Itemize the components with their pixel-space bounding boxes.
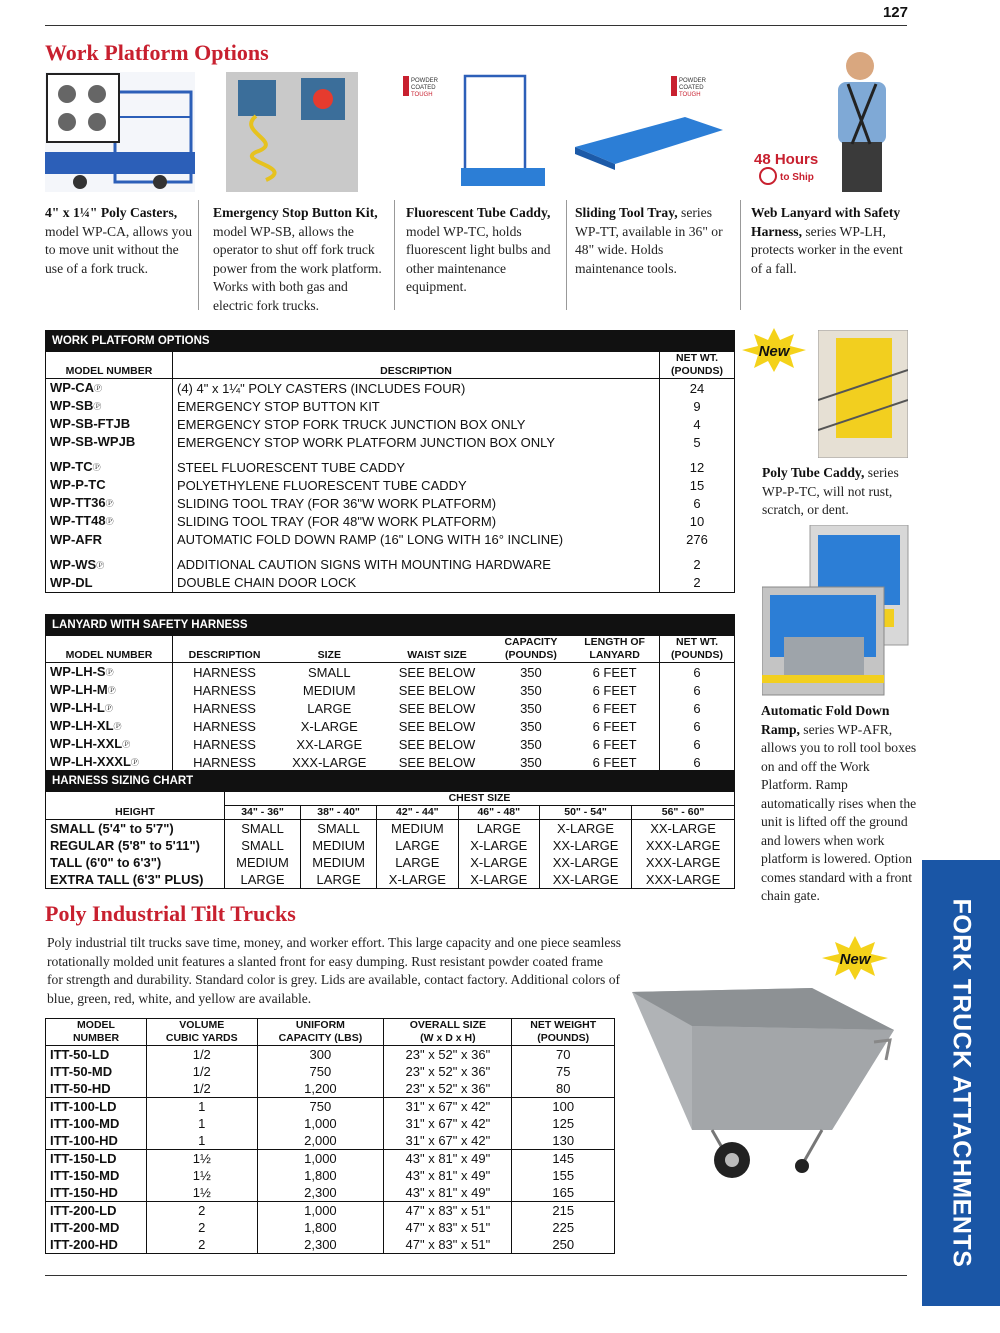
table-row (46, 681, 735, 699)
table-row (46, 1202, 615, 1220)
table-cell: DOUBLE CHAIN DOOR LOCK (173, 574, 660, 593)
table-row (46, 1219, 615, 1236)
table-cell: MEDIUM (302, 682, 356, 698)
model-number-cell: WP-TCⓅ (50, 459, 101, 475)
table-cell: MEDIUM (377, 820, 458, 838)
caption-tool-tray: Sliding Tool Tray, series WP-TT, available in 36" or 48" wide. Holds maintenance tools. (575, 205, 723, 276)
table-cell: 24 (660, 379, 735, 398)
powder-coated-text-3: TOUGH (411, 92, 433, 98)
table-cell: 350 (520, 718, 542, 734)
harness-photo (752, 44, 910, 194)
table-cell: SMALL (225, 837, 301, 854)
table-row (46, 494, 735, 512)
table-cell: 350 (520, 664, 542, 680)
powder-coated-text-2: COATED (411, 85, 436, 91)
table-cell: 6 (660, 735, 735, 753)
new-starburst-2 (822, 936, 888, 980)
col-header: 46" - 48" (458, 806, 539, 820)
table-cell: XXX-LARGE (632, 871, 735, 889)
table-cell: 15 (660, 476, 735, 494)
table-row (46, 663, 735, 682)
table-title: LANYARD WITH SAFETY HARNESS (46, 615, 735, 637)
table-cell: 31" x 67" x 42" (384, 1115, 512, 1132)
table-cell: SEE BELOW (398, 718, 476, 734)
table-cell: 6 FEET (592, 736, 637, 752)
table-cell: 1,200 (257, 1080, 384, 1098)
table-row (46, 735, 735, 753)
table-row (46, 871, 735, 889)
table-row (46, 433, 735, 451)
table-cell: X-LARGE (458, 854, 539, 871)
tilt-trucks-description: Poly industrial tilt trucks save time, money, and worker effort. This large capacity and one piece seamless rotationally molded unit features a slanted front for easy dumping. Rust resistant powder coated frame for strength and durability. Standard color is grey. Lids are available, contact factory. Additional colors of blue, green, red, white, and yellow are available. (47, 935, 622, 1006)
table-cell: ITT-50-MD (50, 1064, 113, 1079)
col-header: NET WT. (POUNDS) (660, 352, 735, 379)
table-cell: EMERGENCY STOP FORK TRUCK JUNCTION BOX ONLY (173, 415, 660, 433)
table-cell: XX-LARGE (296, 736, 363, 752)
table-cell: 2 (147, 1236, 258, 1254)
table-cell: 6 (660, 681, 735, 699)
table-row (46, 1063, 615, 1080)
tube-caddy-photo (403, 72, 553, 192)
table-cell: 75 (512, 1063, 615, 1080)
table-cell: 43" x 81" x 49" (384, 1150, 512, 1168)
table-cell: SMALL (307, 664, 351, 680)
col-header: SIZE (276, 636, 382, 663)
table-cell: LARGE (301, 871, 377, 889)
table-cell: ITT-100-HD (50, 1133, 118, 1148)
model-number-cell: WP-CAⓅ (50, 380, 103, 395)
lanyard-table (45, 614, 735, 772)
table-cell: 250 (512, 1236, 615, 1254)
48-hours-text: 48 Hours (754, 151, 819, 168)
model-number-cell: WP-SB-WPJB (50, 434, 136, 450)
table-cell: 2,000 (257, 1132, 384, 1150)
table-row (46, 397, 735, 415)
table-title: WORK PLATFORM OPTIONS (46, 331, 735, 353)
table-cell: 1,000 (257, 1150, 384, 1168)
table-cell: ITT-100-MD (50, 1116, 120, 1131)
work-platform-options-table (45, 330, 735, 593)
col-header: MODEL NUMBER (46, 352, 173, 379)
table-cell: 80 (512, 1080, 615, 1098)
table-row (46, 1150, 615, 1168)
table-cell: 1 (147, 1115, 258, 1132)
table-cell: LARGE (307, 700, 352, 716)
table-cell: ITT-50-LD (50, 1047, 110, 1062)
new-text: New (758, 343, 790, 360)
poly-tube-caddy-photo (818, 330, 908, 458)
powder-coated-text-b2: COATED (679, 85, 704, 91)
col-header: DESCRIPTION (173, 352, 660, 379)
section-title-work-platform: Work Platform Options (45, 40, 269, 65)
table-row (46, 1098, 615, 1116)
table-cell: 1 (147, 1132, 258, 1150)
model-number-cell: WP-AFR (50, 531, 102, 547)
table-cell: LARGE (377, 837, 458, 854)
table-cell: POLYETHYLENE FLUORESCENT TUBE CADDY (173, 476, 660, 494)
table-cell: SLIDING TOOL TRAY (FOR 36"W WORK PLATFORM) (173, 494, 660, 512)
table-cell: 1 (147, 1098, 258, 1116)
table-cell: SEE BELOW (398, 700, 476, 716)
table-cell: XXX-LARGE (292, 754, 367, 770)
table-cell: 350 (520, 754, 542, 770)
col-header: 34" - 36" (225, 806, 301, 820)
col-header: 50" - 54" (540, 806, 632, 820)
table-cell: HARNESS (173, 681, 277, 699)
table-cell: 1/2 (147, 1063, 258, 1080)
caption-fold-down-ramp: Automatic Fold Down Ramp, series WP-AFR, allows you to roll tool boxes on and off the Work Platform. Ramp automatically rises when the unit is lifted off the ground and lowers when work platform is lowered. Option comes standard with a front chain gate. (761, 703, 917, 903)
table-cell: HARNESS (173, 717, 277, 735)
table-cell: XX-LARGE (540, 837, 632, 854)
table-cell: ITT-150-LD (50, 1151, 117, 1166)
table-cell: SEE BELOW (398, 682, 476, 698)
table-cell: 5 (660, 433, 735, 451)
table-cell: SLIDING TOOL TRAY (FOR 48"W WORK PLATFORM) (173, 512, 660, 530)
bottom-rule (45, 1275, 907, 1276)
model-number-cell: WP-LH-XXLⓅ (50, 736, 131, 752)
model-number-cell: WP-P-TC (50, 477, 106, 493)
table-cell: ITT-200-LD (50, 1203, 117, 1218)
table-cell: LARGE (225, 871, 301, 889)
tool-tray-photo (575, 72, 725, 192)
table-cell: 130 (512, 1132, 615, 1150)
col-header: VOLUME CUBIC YARDS (147, 1019, 258, 1046)
table-cell: 2 (147, 1219, 258, 1236)
caption-divider (394, 200, 395, 310)
table-cell: STEEL FLUORESCENT TUBE CADDY (173, 451, 660, 476)
table-cell: 6 (660, 717, 735, 735)
table-cell: 300 (257, 1046, 384, 1064)
caption-tube-caddy: Fluorescent Tube Caddy, model WP-TC, holds fluorescent light bulbs and other maintenance equipment. (406, 205, 551, 294)
table-row (46, 1046, 615, 1064)
tilt-truck-photo (632, 980, 894, 1180)
table-cell: HARNESS (173, 735, 277, 753)
table-cell: 1,000 (257, 1202, 384, 1220)
col-header: MODEL NUMBER (46, 636, 173, 663)
col-header: DESCRIPTION (173, 636, 277, 663)
col-header: 56" - 60" (632, 806, 735, 820)
table-cell: HARNESS (173, 663, 277, 682)
table-cell: XX-LARGE (540, 854, 632, 871)
table-cell: 43" x 81" x 49" (384, 1167, 512, 1184)
table-cell: AUTOMATIC FOLD DOWN RAMP (16" LONG WITH 16° INCLINE) (173, 531, 660, 549)
table-row (46, 837, 735, 854)
side-tab (922, 860, 1000, 1306)
table-cell: X-LARGE (377, 871, 458, 889)
table-cell: REGULAR (5'8" to 5'11") (50, 838, 200, 853)
table-cell: LARGE (458, 820, 539, 838)
table-row (46, 531, 735, 549)
table-cell: 47" x 83" x 51" (384, 1219, 512, 1236)
table-row (46, 1080, 615, 1098)
model-number-cell: WP-LH-LⓅ (50, 700, 113, 716)
col-header: OVERALL SIZE (W x D x H) (384, 1019, 512, 1046)
table-cell: 350 (520, 736, 542, 752)
page-number: 127 (882, 4, 908, 21)
table-cell: MEDIUM (301, 837, 377, 854)
harness-sizing-table (45, 770, 735, 889)
table-cell: 276 (660, 531, 735, 549)
col-header: NET WEIGHT (POUNDS) (512, 1019, 615, 1046)
table-cell: MEDIUM (301, 854, 377, 871)
table-cell: 145 (512, 1150, 615, 1168)
table-cell: 215 (512, 1202, 615, 1220)
powder-coated-text-b: POWDER (679, 78, 706, 84)
table-cell: SEE BELOW (398, 736, 476, 752)
new-starburst-1 (742, 328, 806, 372)
table-cell: SMALL (301, 820, 377, 838)
table-row (46, 512, 735, 530)
table-cell: 2 (147, 1202, 258, 1220)
table-cell: XXX-LARGE (632, 837, 735, 854)
table-row (46, 379, 735, 398)
table-cell: 1½ (147, 1150, 258, 1168)
table-cell: 100 (512, 1098, 615, 1116)
caption-harness: Web Lanyard with Safety Harness, series WP-LH, protects worker in the event of a fall. (751, 205, 903, 276)
model-number-cell: WP-LH-XXXLⓅ (50, 754, 139, 770)
table-row (46, 1184, 615, 1202)
table-cell: SEE BELOW (398, 664, 476, 680)
tilt-trucks-table (45, 1018, 615, 1254)
table-cell: 6 (660, 494, 735, 512)
table-cell: 1/2 (147, 1080, 258, 1098)
table-row (46, 574, 735, 593)
table-row (46, 699, 735, 717)
table-cell: 1½ (147, 1184, 258, 1202)
table-cell: X-LARGE (300, 718, 358, 734)
top-rule (45, 25, 907, 26)
table-cell: 23" x 52" x 36" (384, 1046, 512, 1064)
table-cell: EMERGENCY STOP WORK PLATFORM JUNCTION BOX ONLY (173, 433, 660, 451)
table-cell: 2 (660, 549, 735, 574)
col-header: 42" - 44" (377, 806, 458, 820)
table-cell: ITT-200-MD (50, 1220, 120, 1235)
table-cell: EXTRA TALL (6'3" PLUS) (50, 872, 204, 887)
table-cell: 6 (660, 699, 735, 717)
table-cell: 6 FEET (592, 664, 637, 680)
table-cell: 2,300 (257, 1184, 384, 1202)
table-cell: 165 (512, 1184, 615, 1202)
col-header: WAIST SIZE (382, 636, 491, 663)
table-cell: 31" x 67" x 42" (384, 1132, 512, 1150)
table-cell: 9 (660, 397, 735, 415)
table-row (46, 854, 735, 871)
table-row (46, 1115, 615, 1132)
table-cell: 750 (257, 1098, 384, 1116)
col-header: MODEL NUMBER (46, 1019, 147, 1046)
table-row (46, 1167, 615, 1184)
table-cell: 4 (660, 415, 735, 433)
caption-divider (198, 200, 199, 310)
table-cell: HARNESS (173, 753, 277, 772)
table-cell: 1½ (147, 1167, 258, 1184)
col-header: NET WT. (POUNDS) (660, 636, 735, 663)
model-number-cell: WP-WSⓅ (50, 556, 105, 572)
table-cell: X-LARGE (540, 820, 632, 838)
table-cell: SEE BELOW (398, 754, 476, 770)
model-number-cell: WP-SB-FTJB (50, 416, 131, 432)
model-number-cell: WP-SBⓅ (50, 398, 102, 414)
powder-coated-text: POWDER (411, 78, 438, 84)
table-cell: 750 (257, 1063, 384, 1080)
table-cell: SMALL (5'4" to 5'7") (50, 821, 174, 836)
table-cell: 12 (660, 451, 735, 476)
table-cell: 47" x 83" x 51" (384, 1202, 512, 1220)
table-cell: TALL (6'0" to 6'3") (50, 855, 162, 870)
col-header: UNIFORM CAPACITY (LBS) (257, 1019, 384, 1046)
table-cell: 6 FEET (592, 718, 637, 734)
table-cell: 6 FEET (592, 700, 637, 716)
powder-coated-text-b3: TOUGH (679, 92, 701, 98)
table-cell: 31" x 67" x 42" (384, 1098, 512, 1116)
col-header: LENGTH OF LANYARD (570, 636, 659, 663)
table-cell: 6 FEET (592, 682, 637, 698)
table-cell: MEDIUM (225, 854, 301, 871)
table-row (46, 1236, 615, 1254)
table-cell: 47" x 83" x 51" (384, 1236, 512, 1254)
table-cell: EMERGENCY STOP BUTTON KIT (173, 397, 660, 415)
to-ship-text: to Ship (780, 172, 814, 183)
table-cell: 6 FEET (592, 754, 637, 770)
table-row (46, 476, 735, 494)
side-tab-label: FORK TRUCK ATTACHMENTS (947, 898, 976, 1268)
table-cell: ITT-200-HD (50, 1237, 118, 1252)
table-cell: 6 (660, 753, 735, 772)
caption-emergency-stop: Emergency Stop Button Kit, model WP-SB, allows the operator to shut off fork truck power from the work platform. Works with both gas and electric fork trucks. (213, 205, 382, 313)
table-cell: 10 (660, 512, 735, 530)
new-text: New (839, 951, 871, 968)
table-title: HARNESS SIZING CHART (46, 771, 735, 793)
caption-divider (566, 200, 567, 310)
table-cell: XX-LARGE (540, 871, 632, 889)
table-cell: ITT-50-HD (50, 1081, 111, 1096)
table-row (46, 415, 735, 433)
table-cell: 23" x 52" x 36" (384, 1080, 512, 1098)
table-cell: XXX-LARGE (632, 854, 735, 871)
table-cell: HARNESS (173, 699, 277, 717)
table-cell: 1,800 (257, 1219, 384, 1236)
col-header: CHEST SIZE (225, 792, 735, 806)
table-cell: 1,800 (257, 1167, 384, 1184)
table-cell: 225 (512, 1219, 615, 1236)
table-cell: 23" x 52" x 36" (384, 1063, 512, 1080)
table-row (46, 820, 735, 838)
section-title-tilt-trucks: Poly Industrial Tilt Trucks (45, 901, 296, 926)
fold-down-ramp-photo (762, 525, 910, 697)
table-cell: 1,000 (257, 1115, 384, 1132)
table-row (46, 549, 735, 574)
table-row (46, 1132, 615, 1150)
model-number-cell: WP-LH-SⓅ (50, 664, 114, 679)
table-cell: 2 (660, 574, 735, 593)
col-header: HEIGHT (46, 806, 225, 820)
col-header: 38" - 40" (301, 806, 377, 820)
caption-casters: 4" x 1¼" Poly Casters, model WP-CA, allows you to move unit without the use of a fork truck. (45, 205, 193, 276)
casters-photo (45, 72, 195, 192)
table-cell: ADDITIONAL CAUTION SIGNS WITH MOUNTING HARDWARE (173, 549, 660, 574)
col-header: CAPACITY (POUNDS) (492, 636, 571, 663)
table-cell: SMALL (225, 820, 301, 838)
caption-divider (740, 200, 741, 310)
table-row (46, 717, 735, 735)
table-cell: 125 (512, 1115, 615, 1132)
model-number-cell: WP-LH-MⓅ (50, 682, 116, 698)
table-cell: 70 (512, 1046, 615, 1064)
table-cell: ITT-150-HD (50, 1185, 118, 1200)
table-cell: 2,300 (257, 1236, 384, 1254)
table-cell: 350 (520, 682, 542, 698)
model-number-cell: WP-DL (50, 574, 93, 590)
table-cell: 6 (660, 663, 735, 682)
table-cell: ITT-150-MD (50, 1168, 120, 1183)
model-number-cell: WP-TT48Ⓟ (50, 513, 114, 529)
table-cell: LARGE (377, 854, 458, 871)
table-cell: 155 (512, 1167, 615, 1184)
table-cell: X-LARGE (458, 837, 539, 854)
table-cell: ITT-100-LD (50, 1099, 117, 1114)
table-cell: XX-LARGE (632, 820, 735, 838)
table-cell: 1/2 (147, 1046, 258, 1064)
table-row (46, 451, 735, 476)
model-number-cell: WP-TT36Ⓟ (50, 495, 114, 511)
table-cell: X-LARGE (458, 871, 539, 889)
model-number-cell: WP-LH-XLⓅ (50, 718, 122, 734)
emergency-stop-photo (226, 72, 358, 192)
table-cell: 43" x 81" x 49" (384, 1184, 512, 1202)
table-cell: (4) 4" x 1¼" POLY CASTERS (INCLUDES FOUR) (173, 379, 660, 398)
table-cell: 350 (520, 700, 542, 716)
caption-poly-tube-caddy: Poly Tube Caddy, series WP-P-TC, will not rust, scratch, or dent. (762, 465, 899, 517)
